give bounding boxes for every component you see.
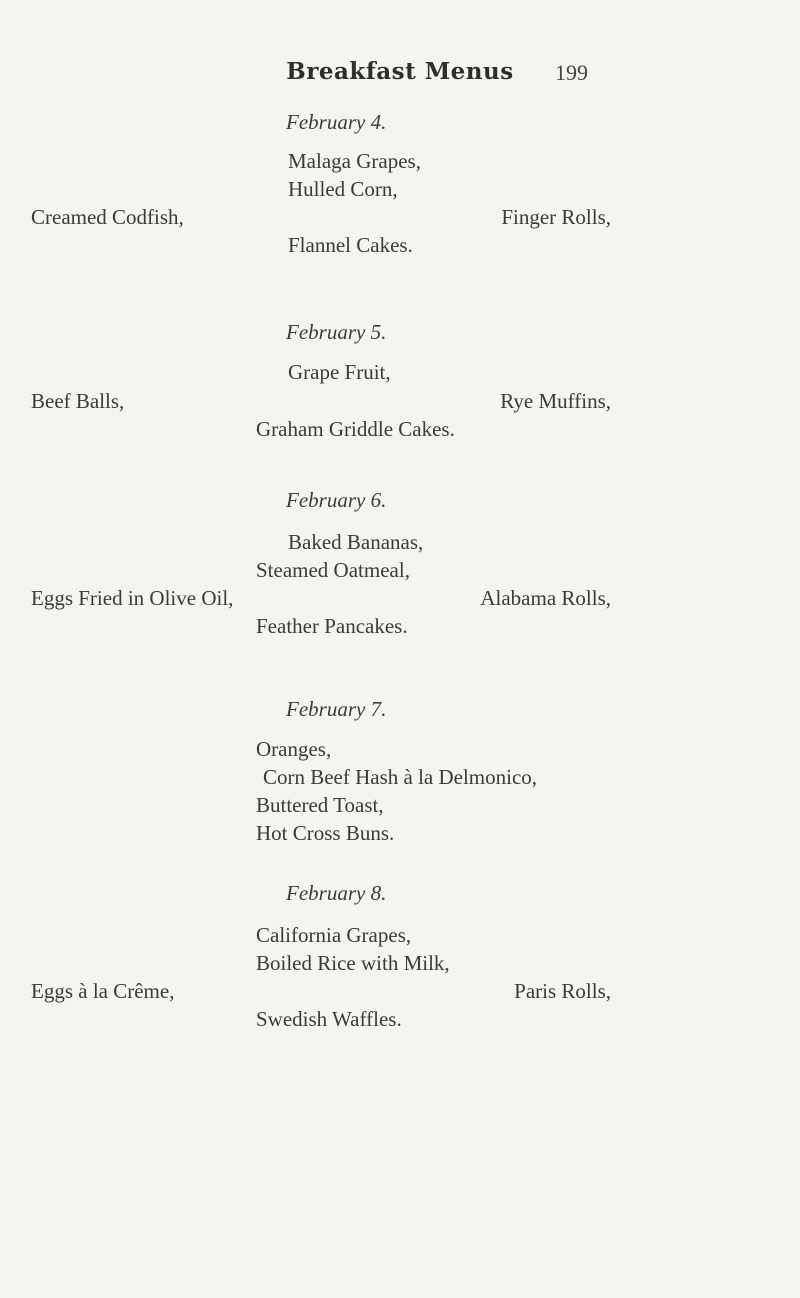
menu-item: Buttered Toast, bbox=[256, 793, 384, 817]
menu-item: Corn Beef Hash à la Delmonico, bbox=[262, 765, 538, 789]
menu-item-left: Eggs à la Crême, bbox=[31, 979, 175, 1003]
menu-date: February 7. bbox=[286, 697, 387, 721]
menu-item: Boiled Rice with Milk, bbox=[256, 951, 450, 975]
page-header bbox=[0, 58, 800, 88]
menu-item: Graham Griddle Cakes. bbox=[256, 417, 455, 441]
page-number: 199 bbox=[555, 60, 588, 85]
menu-item-right: Rye Muffins, bbox=[500, 389, 611, 413]
menu-item: Steamed Oatmeal, bbox=[256, 558, 410, 582]
menu-item: Hulled Corn, bbox=[288, 177, 398, 201]
menu-item: Grape Fruit, bbox=[288, 360, 391, 384]
menu-item: Baked Bananas, bbox=[288, 530, 424, 554]
menu-item-right: Finger Rolls, bbox=[501, 205, 611, 229]
menu-item-left: Eggs Fried in Olive Oil, bbox=[31, 586, 234, 610]
menu-item: Feather Pancakes. bbox=[256, 614, 408, 638]
menu-item-left: Creamed Codfish, bbox=[31, 205, 184, 229]
menu-item-right: Paris Rolls, bbox=[514, 979, 611, 1003]
menu-item: Hot Cross Buns. bbox=[256, 821, 395, 845]
menu-item: Swedish Waffles. bbox=[256, 1007, 402, 1031]
menu-item-left: Beef Balls, bbox=[31, 389, 125, 413]
menu-item: Flannel Cakes. bbox=[288, 233, 413, 257]
menu-item: Malaga Grapes, bbox=[288, 149, 421, 173]
menu-date: February 6. bbox=[286, 488, 387, 512]
menu-item-right: Alabama Rolls, bbox=[480, 586, 611, 610]
menu-item: California Grapes, bbox=[256, 923, 412, 947]
menu-date: February 8. bbox=[286, 881, 387, 905]
menu-date: February 5. bbox=[286, 320, 387, 344]
running-header-title: Breakfast Menus bbox=[286, 58, 514, 85]
menu-date: February 4. bbox=[286, 110, 387, 134]
menu-item: Oranges, bbox=[256, 737, 332, 761]
